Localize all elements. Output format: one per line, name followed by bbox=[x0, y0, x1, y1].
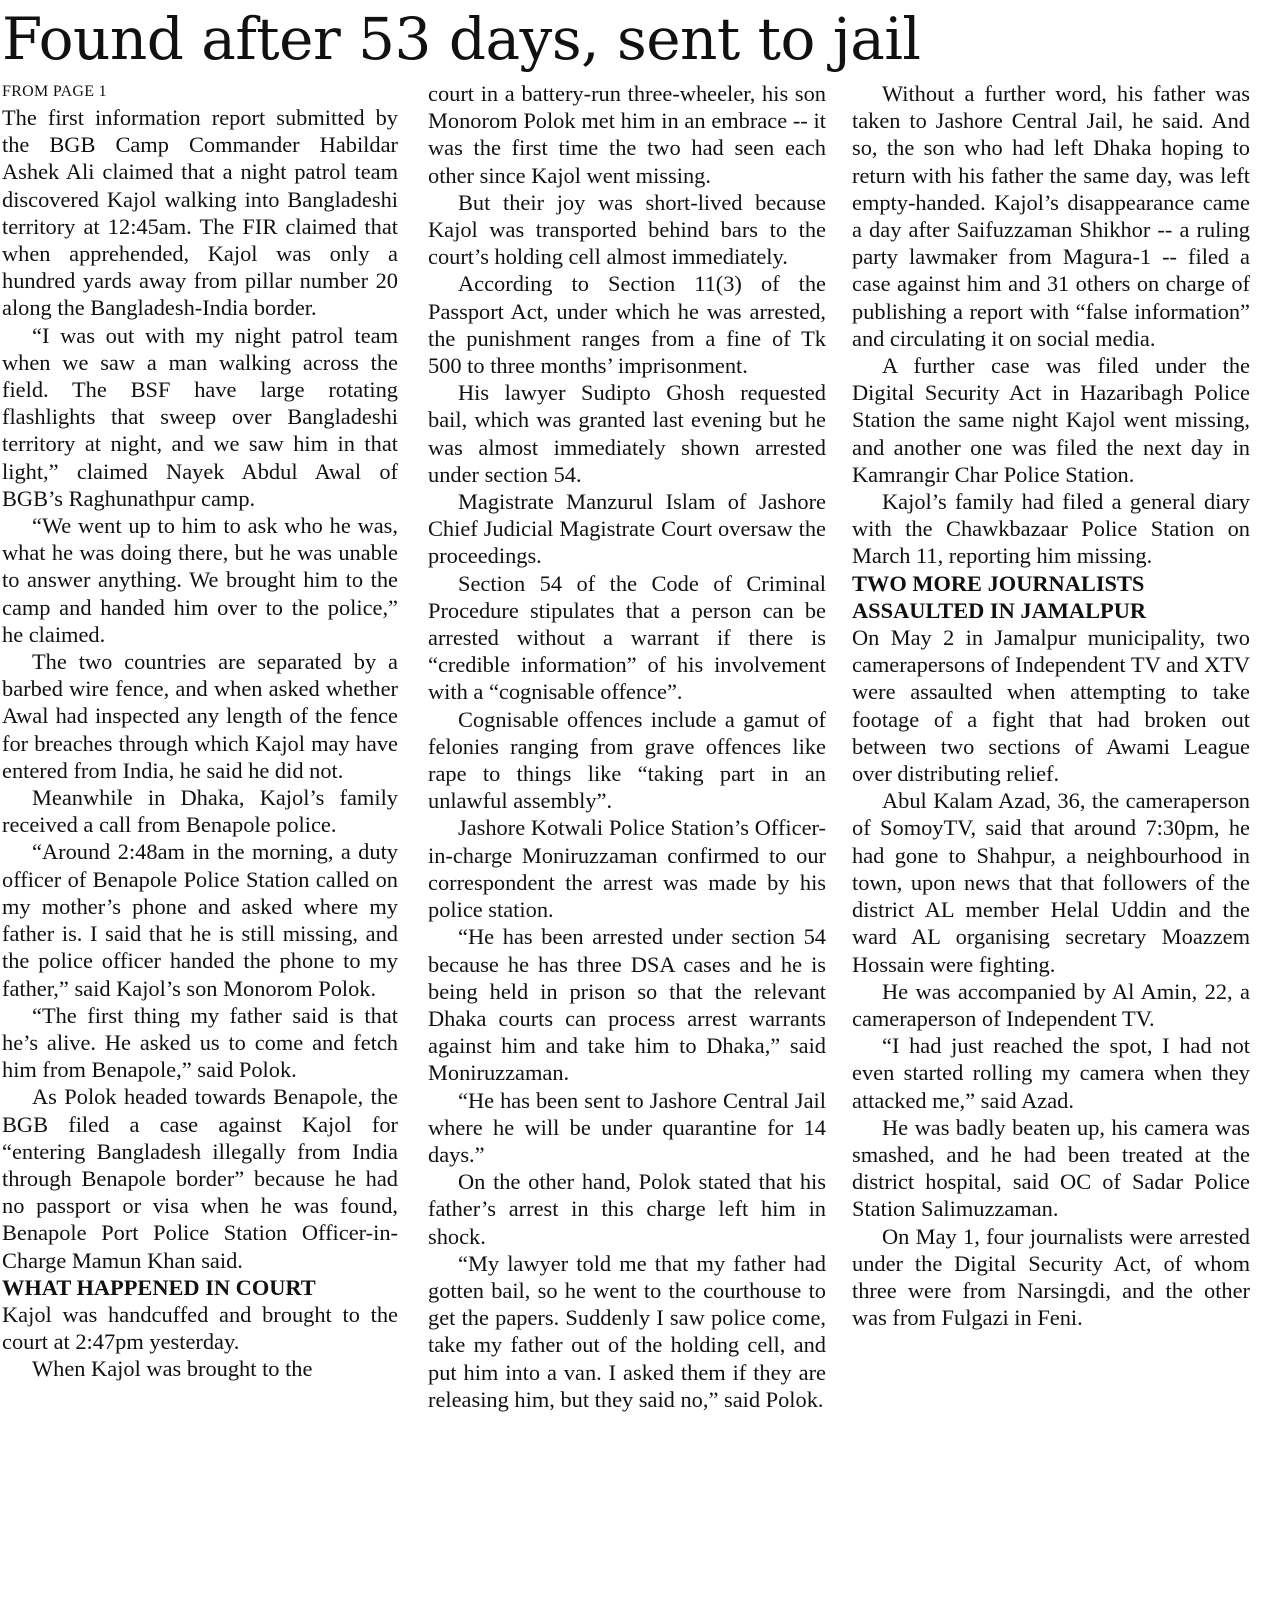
article-paragraph: According to Section 11(3) of the Passport Act, under which he was arrested, the punishment ranges from a fine of Tk 500 to three months’ imprisonment. bbox=[428, 271, 826, 379]
article-paragraph: He was accompanied by Al Amin, 22, a cameraperson of Independent TV. bbox=[852, 978, 1250, 1031]
article-paragraph: A further case was filed under the Digital Security Act in Hazaribagh Police Station the same night Kajol went missing, and another one was filed the next day in Kamrangir Char Police Station. bbox=[852, 353, 1250, 487]
article-paragraph: The two countries are separated by a barbed wire fence, and when asked whether Awal had inspected any length of the fence for breaches through which Kajol may have entered from India, he said he did not. bbox=[2, 649, 398, 783]
article-paragraph: On May 1, four journalists were arrested under the Digital Security Act, of whom three were from Narsingdi, and the other was from Fulgazi in Feni. bbox=[852, 1223, 1250, 1331]
article-column-2 bbox=[428, 80, 826, 1413]
continued-from-kicker: FROM PAGE 1 bbox=[2, 83, 107, 100]
article-paragraph: “My lawyer told me that my father had gotten bail, so he went to the courthouse to get the papers. Suddenly I saw police come, take my father out of the holding cell, and put him into a van. I asked them if they are releasing him, but they said no,” said Polok. bbox=[428, 1250, 826, 1412]
article-paragraph: “The first thing my father said is that he’s alive. He asked us to come and fetch him from Benapole,” said Polok. bbox=[2, 1002, 398, 1083]
article-paragraph: court in a battery-run three-wheeler, his son Monorom Polok met him in an embrace -- it was the first time the two had seen each other since Kajol went missing. bbox=[428, 81, 826, 188]
article-paragraph: On May 2 in Jamalpur municipality, two camerapersons of Independent TV and XTV were assaulted when attempting to take footage of a fight that had broken out between two sections of Awami League over distributing relief. bbox=[852, 625, 1250, 787]
article-paragraph: Meanwhile in Dhaka, Kajol’s family received a call from Benapole police. bbox=[2, 785, 398, 838]
article-column-3 bbox=[852, 80, 1250, 1331]
article-paragraph: But their joy was short-lived because Kajol was transported behind bars to the court’s holding cell almost immediately. bbox=[428, 189, 826, 270]
article-paragraph: When Kajol was brought to the bbox=[32, 1356, 313, 1382]
article-paragraph: “He has been sent to Jashore Central Jail where he will be under quarantine for 14 days.” bbox=[428, 1087, 826, 1167]
article-paragraph: “Around 2:48am in the morning, a duty officer of Benapole Police Station called on my mother’s phone and asked where my father is. I said that he is still missing, and the police officer handed the phone to my father,” said Kajol’s son Monorom Polok. bbox=[2, 839, 398, 1001]
article-paragraph: Kajol’s family had filed a general diary with the Chawkbazaar Police Station on March 11, reporting him missing. bbox=[852, 489, 1250, 569]
article-paragraph: He was badly beaten up, his camera was smashed, and he had been treated at the district hospital, said OC of Sadar Police Station Salimuzzaman. bbox=[852, 1114, 1250, 1222]
article-paragraph: Cognisable offences include a gamut of felonies ranging from grave offences like rape to things like “taking part in an unlawful assembly”. bbox=[428, 706, 826, 814]
article-paragraph: The first information report submitted by the BGB Camp Commander Habildar Ashek Ali claimed that a night patrol team discovered Kajol walking into Bangladeshi territory at 12:45am. The FIR claimed that when apprehended, Kajol was only a hundred yards away from pillar number 20 along the Bangladesh-India border. bbox=[2, 105, 398, 321]
article-paragraph: On the other hand, Polok stated that his father’s arrest in this charge left him in shock. bbox=[428, 1169, 826, 1249]
article-paragraph: As Polok headed towards Benapole, the BGB filed a case against Kajol for “entering Bangladesh illegally from India through Benapole border” because he had no passport or visa when he was found, Benapole Port Police Station Officer-in-Charge Mamun Khan said. bbox=[2, 1084, 398, 1273]
article-paragraph: “I was out with my night patrol team when we saw a man walking across the field. The BSF have large rotating flashlights that sweep over Bangladeshi territory at night, and we saw him in that light,” claimed Nayek Abdul Awal of BGB’s Raghunathpur camp. bbox=[2, 322, 398, 511]
article-paragraph: Abul Kalam Azad, 36, the cameraperson of SomoyTV, said that around 7:30pm, he had gone to Shahpur, a neighbourhood in town, upon news that that followers of the district AL member Helal Uddin and the ward AL organising secretary Moazzem Hossain were fighting. bbox=[852, 788, 1250, 977]
section-subhead: WHAT HAPPENED IN COURT bbox=[2, 1274, 316, 1300]
section-subhead: TWO MORE JOURNALISTS ASSAULTED IN JAMALPUR bbox=[852, 570, 1147, 623]
article-paragraph: Section 54 of the Code of Criminal Procedure stipulates that a person can be arrested without a warrant if there is “credible information” of his involvement with a “cognisable offence”. bbox=[428, 570, 826, 705]
article-paragraph: “I had just reached the spot, I had not even started rolling my camera when they attacked me,” said Azad. bbox=[852, 1033, 1250, 1113]
headline: Found after 53 days, sent to jail bbox=[2, 5, 921, 73]
article-paragraph: Without a further word, his father was taken to Jashore Central Jail, he said. And so, the son who had left Dhaka hoping to return with his father the same day, was left empty-handed. Kajol’s disappearance came a day after Saifuzzaman Shikhor -- a ruling party lawmaker from Magura-1 -- filed a case against him and 31 others on charge of publishing a report with “false information” and circulating it on social media. bbox=[852, 81, 1250, 351]
article-paragraph: “We went up to him to ask who he was, what he was doing there, but he was unable to answer anything. We brought him to the camp and handed him over to the police,” he claimed. bbox=[2, 513, 398, 647]
article-paragraph: His lawyer Sudipto Ghosh requested bail, which was granted last evening but he was almost immediately shown arrested under section 54. bbox=[428, 380, 826, 487]
article-column-1 bbox=[2, 80, 398, 1383]
article-paragraph: Jashore Kotwali Police Station’s Officer-in-charge Moniruzzaman confirmed to our correspondent the arrest was made by his police station. bbox=[428, 815, 826, 923]
article-paragraph: “He has been arrested under section 54 because he has three DSA cases and he is being held in prison so that the relevant Dhaka courts can process arrest warrants against him and take him to Dhaka,” said Moniruzzaman. bbox=[428, 924, 826, 1086]
article-paragraph: Kajol was handcuffed and brought to the court at 2:47pm yesterday. bbox=[2, 1301, 398, 1355]
article-paragraph: Magistrate Manzurul Islam of Jashore Chief Judicial Magistrate Court oversaw the proceedings. bbox=[428, 489, 826, 569]
